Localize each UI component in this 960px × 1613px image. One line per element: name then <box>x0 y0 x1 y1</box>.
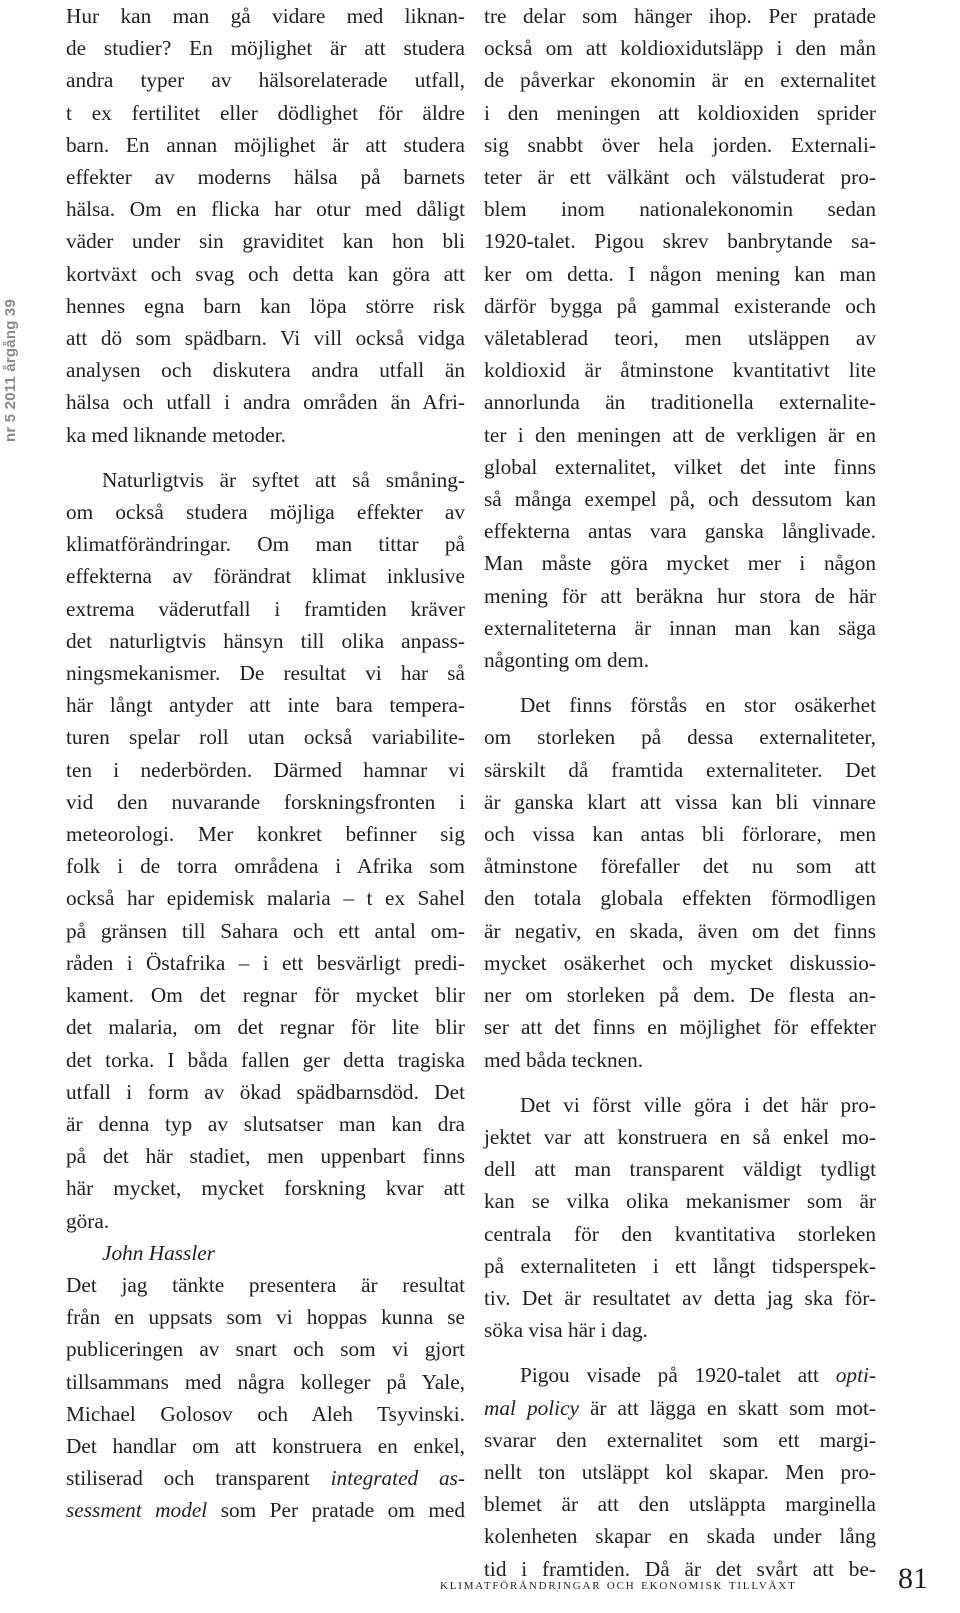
text-line: meteorologi. Mer konkret befinner sig <box>66 822 465 847</box>
text-line: hennes egna barn kan löpa större risk <box>66 293 465 318</box>
text-line: Det jag tänkte presentera är resultat <box>66 1272 465 1297</box>
text-line: ningsmekanismer. De resultat vi har så <box>66 661 465 686</box>
text-line: att dö som spädbarn. Vi vill också vidga <box>66 326 465 351</box>
text-line: analysen och diskutera andra utfall än <box>66 358 465 383</box>
text-line: Det vi först ville göra i det här pro- <box>520 1092 876 1117</box>
text-line: väletablerad teori, men utsläppen av <box>484 326 876 351</box>
text-line: Det handlar om att konstruera en enkel, <box>66 1433 465 1458</box>
right-paragraph-1 <box>484 0 876 676</box>
text-line: de studier? En möjlighet är att studera <box>66 36 465 61</box>
text-line: därför bygga på gammal existerande och <box>484 293 876 318</box>
page-number: 81 <box>898 1562 928 1595</box>
text-line: söka visa här i dag. <box>484 1318 648 1343</box>
text-fragment: Pigou visade på 1920-talet att <box>520 1363 836 1388</box>
text-line: särskilt då framtida externaliteter. Det <box>484 757 876 782</box>
text-line: är negativ, en skada, även om det finns <box>484 918 876 943</box>
text-line: Man måste göra mycket mer i någon <box>484 551 876 576</box>
text-fragment: är att lägga en skatt som mot- <box>578 1395 876 1420</box>
text-line: kortväxt och svag och detta kan göra att <box>66 261 465 286</box>
text-line: ter i den meningen att de verkligen är en <box>484 422 876 447</box>
text-line: på externaliteten i ett långt tidsperspek- <box>484 1253 876 1278</box>
text-line: koldioxid är åtminstone kvantitativt lite <box>484 358 876 383</box>
text-line: sig snabbt över hela jorden. Externali- <box>484 132 876 157</box>
text-line: ka med liknande metoder. <box>66 422 286 447</box>
text-line: global externalitet, vilket det inte finns <box>484 454 876 479</box>
text-line: det malaria, om det regnar för lite blir <box>66 1015 465 1040</box>
text-line: ker om detta. I någon mening kan man <box>484 261 876 286</box>
right-paragraph-2 <box>484 689 876 1075</box>
text-line: hälsa och utfall i andra områden än Afri- <box>66 390 465 415</box>
issue-side-label <box>0 280 22 460</box>
text-line: den totala globala effekten förmodligen <box>484 886 876 911</box>
text-line: hälsa. Om en flicka har otur med dåligt <box>66 197 465 222</box>
text-line: och vissa kan antas bli förlorare, men <box>484 822 876 847</box>
text-line: så många exempel på, och dessutom kan <box>484 487 876 512</box>
italic-term: sessment model <box>66 1498 208 1523</box>
text-line: tid i framtiden. Då är det svårt att be- <box>484 1556 876 1581</box>
text-line: här långt antyder att inte bara tempera- <box>66 693 465 718</box>
text-line: någonting om dem. <box>484 648 650 673</box>
text-line: de påverkar ekonomin är en externalitet <box>484 68 876 93</box>
text-line: effekterna antas vara ganska långlivade. <box>484 519 876 544</box>
text-line: det torka. I båda fallen ger detta tragiska <box>66 1047 465 1072</box>
text-line: folk i de torra områdena i Afrika som <box>66 854 465 879</box>
text-line: klimatförändringar. Om man tittar på <box>66 532 465 557</box>
text-line: väder under sin graviditet kan hon bli <box>66 229 465 254</box>
running-footer-title: klimatförändringar och ekonomisk tillväxt <box>440 1577 797 1593</box>
text-line: externaliteterna är innan man kan säga <box>484 615 876 640</box>
text-line: på det här stadiet, men uppenbart finns <box>66 1144 465 1169</box>
text-line: ner om storleken på dem. De flesta an- <box>484 983 876 1008</box>
left-column <box>66 0 465 1527</box>
text-line: teter är ett välkänt och välstuderat pro- <box>484 165 876 190</box>
italic-term: opti- <box>835 1363 876 1388</box>
text-line: om storleken på dessa externaliteter, <box>484 725 876 750</box>
text-line: råden i Östafrika – i ett besvärligt predi- <box>66 950 465 975</box>
text-line: andra typer av hälsorelaterade utfall, <box>66 68 465 93</box>
text-line: barn. En annan möjlighet är att studera <box>66 132 465 157</box>
text-line: annorlunda än traditionella externalite- <box>484 390 876 415</box>
text-line: kolenheten skapar en skada under lång <box>484 1524 876 1549</box>
text-line: utfall i form av ökad spädbarnsdöd. Det <box>66 1079 465 1104</box>
text-line: 1920-talet. Pigou skrev banbrytande sa- <box>484 229 876 254</box>
right-column <box>484 0 876 1585</box>
text-line: mycket osäkerhet och mycket diskussio- <box>484 950 876 975</box>
author-name: John Hassler <box>102 1240 215 1265</box>
text-fragment: stiliserad och transparent <box>66 1466 331 1491</box>
text-line: nellt ton utsläppt kol skapar. Men pro- <box>484 1459 876 1484</box>
left-paragraph-2 <box>66 464 465 1237</box>
text-line: tiv. Det är resultatet av detta jag ska för- <box>484 1285 876 1310</box>
text-fragment: som Per pratade om med <box>207 1498 465 1523</box>
text-line: kan se vilka olika mekanismer som är <box>484 1189 876 1214</box>
text-line <box>484 1359 876 1391</box>
text-line: dell att man transparent väldigt tydligt <box>484 1157 876 1182</box>
text-line <box>484 1392 876 1424</box>
text-line: ser att det finns en möjlighet för effekter <box>484 1015 876 1040</box>
text-line: är denna typ av slutsatser man kan dra <box>66 1111 465 1136</box>
right-paragraph-4 <box>484 1359 876 1584</box>
italic-term: integrated as- <box>330 1466 465 1491</box>
text-line: är ganska klart att vissa kan bli vinnare <box>484 789 876 814</box>
text-line: med båda tecknen. <box>484 1047 644 1072</box>
text-line <box>66 1462 465 1494</box>
text-line: åtminstone förefaller det nu som att <box>484 854 876 879</box>
text-line: jektet var att konstruera en så enkel mo- <box>484 1124 876 1149</box>
text-line: tillsammans med några kolleger på Yale, <box>66 1369 465 1394</box>
text-line: blem inom nationalekonomin sedan <box>484 197 876 222</box>
text-line: också har epidemisk malaria – t ex Sahel <box>66 886 465 911</box>
text-line: extrema väderutfall i framtiden kräver <box>66 596 465 621</box>
text-line: Det finns förstås en stor osäkerhet <box>520 693 876 718</box>
left-paragraph-1 <box>66 0 465 451</box>
text-line: ten i nederbörden. Därmed hamnar vi <box>66 757 465 782</box>
text-line: om också studera möjliga effekter av <box>66 500 465 525</box>
italic-term: mal policy <box>484 1395 579 1420</box>
text-line: svarar den externalitet som ett margi- <box>484 1427 876 1452</box>
text-line: blemet är att den utsläppta marginella <box>484 1492 876 1517</box>
text-line: effekterna av förändrat klimat inklusive <box>66 564 465 589</box>
text-line: mening för att beräkna hur stora de här <box>484 583 876 608</box>
text-line: vid den nuvarande forskningsfronten i <box>66 789 465 814</box>
text-line: turen spelar roll utan också variabilite- <box>66 725 465 750</box>
text-line: Naturligtvis är syftet att så småning- <box>102 467 465 492</box>
text-line <box>66 1494 465 1526</box>
text-line: i den meningen att koldioxiden sprider <box>484 100 876 125</box>
right-paragraph-3 <box>484 1089 876 1347</box>
text-line: Hur kan man gå vidare med liknan- <box>66 4 465 28</box>
text-line: kament. Om det regnar för mycket blir <box>66 983 465 1008</box>
text-line: Michael Golosov och Aleh Tsyvinski. <box>66 1401 465 1426</box>
text-line: effekter av moderns hälsa på barnets <box>66 165 465 190</box>
issue-label-text: nr 5 2011 årgång 39 <box>2 298 20 442</box>
text-line: på gränsen till Sahara och ett antal om- <box>66 918 465 943</box>
text-line: tre delar som hänger ihop. Per pratade <box>484 4 876 28</box>
text-line: göra. <box>66 1208 110 1233</box>
left-paragraph-3 <box>66 1269 465 1527</box>
text-line: publiceringen av snart och som vi gjort <box>66 1337 465 1362</box>
text-line: här mycket, mycket forskning kvar att <box>66 1176 465 1201</box>
text-line: det naturligtvis hänsyn till olika anpass- <box>66 628 465 653</box>
text-line: också om att koldioxidutsläpp i den mån <box>484 36 876 61</box>
text-line: centrala för den kvantitativa storleken <box>484 1221 876 1246</box>
text-line: t ex fertilitet eller dödlighet för äldre <box>66 100 465 125</box>
text-line: från en uppsats som vi hoppas kunna se <box>66 1305 465 1330</box>
